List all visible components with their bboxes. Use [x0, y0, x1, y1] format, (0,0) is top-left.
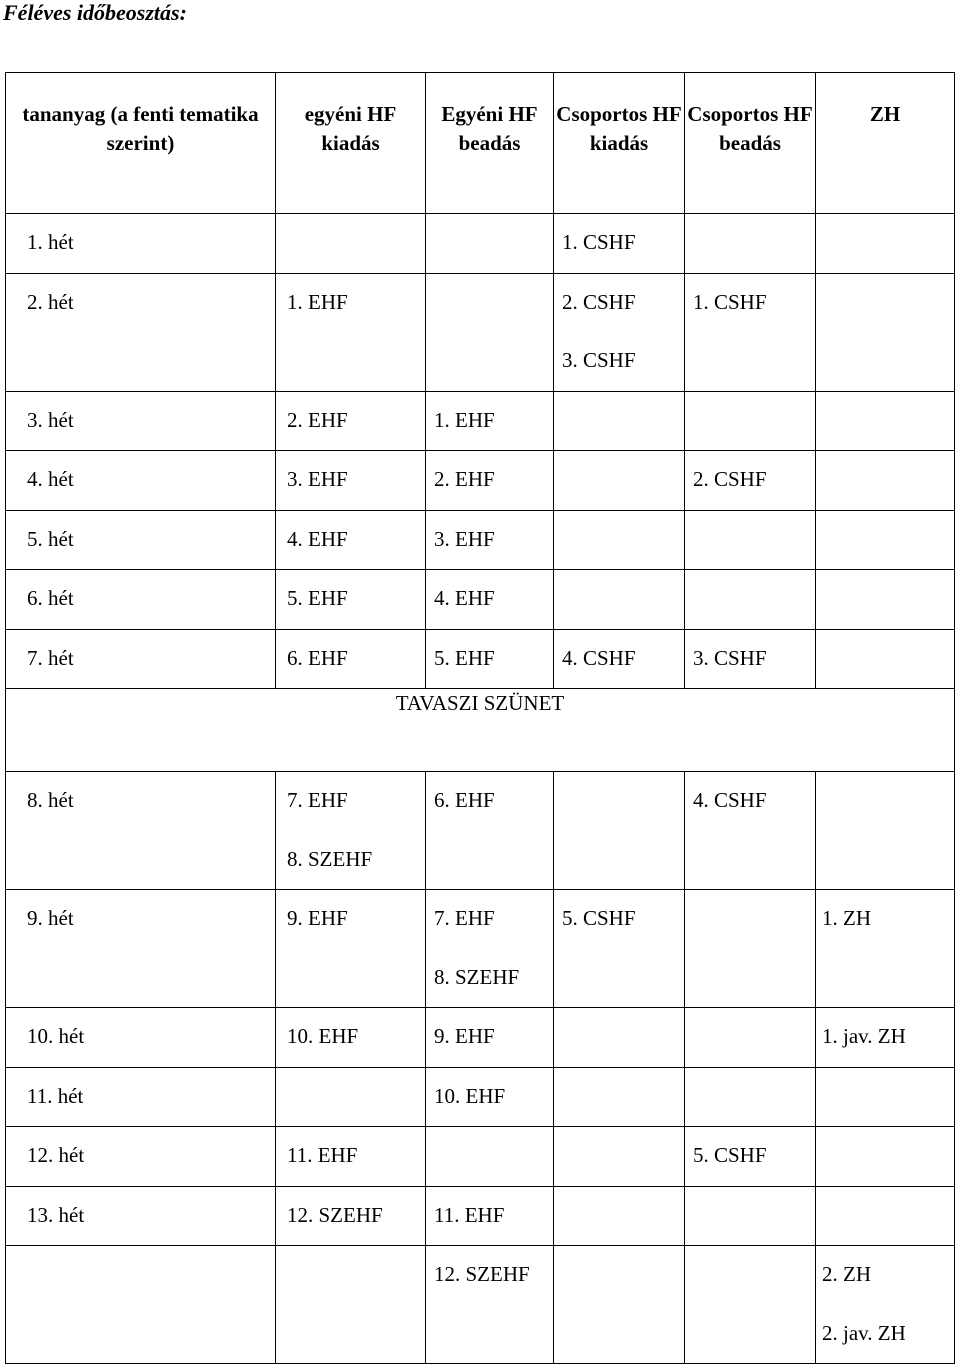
cell-zh [816, 214, 955, 274]
cell-text [6, 949, 275, 1008]
cell-text: 3. CSHF [562, 348, 636, 372]
cell-cshf-out [554, 570, 685, 630]
cell-text [685, 1305, 815, 1364]
cell-text: 11. EHF [434, 1202, 505, 1227]
cell-cshf-in [685, 451, 816, 511]
cell-cshf-out [554, 273, 685, 391]
cell-cshf-in [685, 890, 816, 1008]
cell-week [6, 1186, 276, 1246]
header-cell-ehf-out: egyéni HF kiadás [276, 73, 426, 214]
cell-week [6, 1008, 276, 1068]
cell-text [685, 1246, 815, 1305]
cell-text [276, 332, 425, 391]
cell-ehf-out [276, 629, 426, 689]
cell-cshf-out [554, 451, 685, 511]
cell-ehf-out [276, 451, 426, 511]
header-cell-ehf-in: Egyéni HF beadás [426, 73, 554, 214]
cell-cshf-out [554, 1186, 685, 1246]
cell-text: 5. hét [27, 526, 74, 551]
table-row [6, 772, 955, 890]
cell-text [554, 772, 684, 831]
cell-cshf-out [554, 1067, 685, 1127]
cell-text [816, 949, 954, 1008]
cell-ehf-out [276, 890, 426, 1008]
cell-ehf-in [426, 570, 554, 630]
cell-text: 1. ZH [822, 906, 871, 930]
cell-text [554, 1127, 684, 1186]
cell-text [816, 1068, 954, 1127]
cell-week [6, 1067, 276, 1127]
cell-ehf-out [276, 1246, 426, 1364]
cell-text: 2. jav. ZH [822, 1320, 906, 1345]
cell-ehf-in [426, 391, 554, 451]
cell-ehf-in [426, 1008, 554, 1068]
cell-cshf-in [685, 1186, 816, 1246]
cell-cshf-out [554, 1008, 685, 1068]
cell-ehf-out [276, 1008, 426, 1068]
cell-text [554, 1305, 684, 1364]
cell-text [816, 451, 954, 510]
cell-week [6, 1127, 276, 1187]
cell-cshf-out [554, 1127, 685, 1187]
cell-text: 6. hét [27, 586, 74, 610]
cell-text: 8. hét [27, 788, 74, 812]
cell-text: 7. EHF [434, 906, 495, 930]
cell-cshf-out [554, 890, 685, 1008]
cell-ehf-in [426, 1067, 554, 1127]
header-cell-topic: tananyag (a fenti tematika szerint) [6, 73, 276, 214]
cell-cshf-out [554, 629, 685, 689]
cell-zh [816, 1067, 955, 1127]
cell-text [426, 1127, 553, 1186]
cell-text: 10. EHF [434, 1083, 506, 1108]
cell-week [6, 570, 276, 630]
cell-text: 3. CSHF [693, 645, 767, 670]
cell-text [816, 630, 954, 689]
cell-zh [816, 1008, 955, 1068]
cell-text: 4. EHF [434, 586, 495, 610]
cell-week [6, 214, 276, 274]
cell-week [6, 772, 276, 890]
table-row [6, 1127, 955, 1187]
cell-week [6, 629, 276, 689]
cell-zh [816, 510, 955, 570]
cell-text [554, 392, 684, 451]
cell-text: 9. EHF [434, 1024, 495, 1048]
cell-text: 1. jav. ZH [822, 1024, 906, 1048]
cell-text [685, 949, 815, 1008]
cell-text [554, 1246, 684, 1305]
cell-zh [816, 1127, 955, 1187]
cell-week [6, 890, 276, 1008]
spring-break-row [6, 689, 955, 772]
table-row [6, 510, 955, 570]
cell-cshf-in [685, 1067, 816, 1127]
cell-week [6, 273, 276, 391]
cell-cshf-out [554, 391, 685, 451]
header-row [6, 73, 955, 214]
cell-cshf-in [685, 1127, 816, 1187]
cell-ehf-in [426, 1127, 554, 1187]
table-row [6, 451, 955, 511]
cell-text: 11. EHF [287, 1143, 358, 1167]
page-title: Féléves időbeosztás: [3, 0, 187, 25]
cell-text: 3. hét [27, 407, 74, 432]
cell-text: 2. EHF [287, 407, 348, 432]
header-cell-cshf-out: Csoportos HF kiadás [554, 73, 685, 214]
cell-zh [816, 772, 955, 890]
table-row [6, 391, 955, 451]
cell-text [6, 332, 275, 391]
cell-zh [816, 1246, 955, 1364]
cell-text [816, 570, 954, 629]
cell-text: 5. EHF [287, 586, 348, 610]
header-cell-zh: ZH [816, 73, 955, 214]
cell-text: 2. CSHF [693, 467, 767, 491]
cell-text [816, 392, 954, 451]
table-row [6, 1067, 955, 1127]
cell-text: 1. CSHF [693, 289, 767, 314]
cell-text [6, 831, 275, 890]
cell-cshf-in [685, 570, 816, 630]
cell-text: 6. EHF [434, 788, 495, 812]
cell-text: 6. EHF [287, 645, 348, 670]
cell-text: 12. hét [27, 1143, 85, 1167]
cell-week [6, 1246, 276, 1364]
cell-ehf-in [426, 772, 554, 890]
cell-text [816, 511, 954, 570]
cell-text [685, 332, 815, 391]
cell-zh [816, 391, 955, 451]
cell-ehf-out [276, 510, 426, 570]
cell-ehf-in [426, 629, 554, 689]
cell-ehf-out [276, 1127, 426, 1187]
cell-text [554, 1187, 684, 1246]
cell-text [816, 772, 954, 831]
cell-text [276, 1246, 425, 1305]
cell-text: 12. SZEHF [434, 1262, 530, 1286]
cell-text: 7. EHF [287, 788, 348, 812]
cell-text: 4. EHF [287, 526, 348, 551]
cell-text: 7. hét [27, 645, 74, 670]
cell-cshf-in [685, 273, 816, 391]
cell-text: 5. CSHF [693, 1143, 767, 1167]
cell-text [816, 214, 954, 273]
cell-week [6, 510, 276, 570]
cell-text [685, 1068, 815, 1127]
cell-text: 4. hét [27, 467, 74, 491]
cell-zh [816, 1186, 955, 1246]
cell-zh [816, 273, 955, 391]
cell-text: 10. hét [27, 1024, 85, 1048]
cell-ehf-in [426, 890, 554, 1008]
cell-text: 1. EHF [287, 289, 348, 314]
cell-ehf-out [276, 1186, 426, 1246]
cell-text: 5. CSHF [562, 906, 636, 930]
cell-zh [816, 451, 955, 511]
table-row [6, 1008, 955, 1068]
cell-text [816, 1127, 954, 1186]
cell-text [554, 949, 684, 1008]
cell-text [685, 1187, 815, 1246]
cell-text [426, 1305, 553, 1364]
cell-text: 5. EHF [434, 645, 495, 670]
cell-text [554, 1008, 684, 1067]
cell-text [426, 274, 553, 333]
cell-text [426, 332, 553, 391]
cell-cshf-in [685, 391, 816, 451]
cell-text: 13. hét [27, 1202, 85, 1227]
cell-ehf-in [426, 214, 554, 274]
table-row [6, 273, 955, 391]
table-row [6, 629, 955, 689]
table-row [6, 1246, 955, 1364]
cell-ehf-in [426, 1246, 554, 1364]
cell-text: 11. hét [27, 1083, 84, 1108]
cell-text: 10. EHF [287, 1024, 359, 1048]
cell-ehf-out [276, 1067, 426, 1127]
table-row [6, 1186, 955, 1246]
cell-week [6, 391, 276, 451]
cell-text: 4. CSHF [562, 645, 636, 670]
cell-text [816, 1187, 954, 1246]
cell-text [426, 831, 553, 890]
cell-text [685, 511, 815, 570]
spring-break-label: TAVASZI SZÜNET [6, 689, 955, 772]
cell-text [426, 214, 553, 273]
cell-week [6, 451, 276, 511]
cell-cshf-out [554, 510, 685, 570]
cell-ehf-out [276, 570, 426, 630]
cell-text: 2. CSHF [562, 289, 636, 314]
cell-text: 2. hét [27, 289, 74, 314]
cell-ehf-out [276, 214, 426, 274]
header-cell-cshf-in: Csoportos HF beadás [685, 73, 816, 214]
cell-cshf-out [554, 214, 685, 274]
cell-text: 1. hét [27, 230, 74, 254]
table-row [6, 214, 955, 274]
cell-text: 12. SZEHF [287, 1202, 383, 1227]
cell-text: 3. EHF [434, 526, 495, 551]
cell-text [685, 831, 815, 890]
cell-cshf-out [554, 1246, 685, 1364]
cell-text: 9. EHF [287, 906, 348, 930]
cell-text [685, 890, 815, 949]
cell-text [276, 214, 425, 273]
cell-text [276, 949, 425, 1008]
cell-cshf-in [685, 1246, 816, 1364]
cell-text [816, 274, 954, 333]
cell-text [554, 831, 684, 890]
cell-text [816, 831, 954, 890]
cell-text [6, 1305, 275, 1364]
cell-ehf-out [276, 273, 426, 391]
table-row [6, 890, 955, 1008]
table-row [6, 570, 955, 630]
cell-text [276, 1305, 425, 1364]
cell-text [554, 511, 684, 570]
cell-text [6, 1246, 275, 1305]
cell-text [554, 570, 684, 629]
cell-cshf-in [685, 772, 816, 890]
cell-text: 4. CSHF [693, 788, 767, 812]
cell-cshf-in [685, 214, 816, 274]
cell-text: 1. EHF [434, 407, 495, 432]
cell-cshf-out [554, 772, 685, 890]
cell-zh [816, 629, 955, 689]
cell-ehf-in [426, 273, 554, 391]
cell-text [554, 451, 684, 510]
cell-cshf-in [685, 1008, 816, 1068]
cell-text: 8. SZEHF [434, 964, 520, 989]
schedule-body [6, 214, 955, 1364]
cell-cshf-in [685, 510, 816, 570]
cell-text [685, 392, 815, 451]
cell-ehf-in [426, 1186, 554, 1246]
cell-ehf-out [276, 772, 426, 890]
cell-ehf-in [426, 510, 554, 570]
cell-text: 1. CSHF [562, 230, 636, 254]
cell-text [276, 1068, 425, 1127]
cell-text: 2. ZH [822, 1262, 871, 1286]
cell-text [685, 1008, 815, 1067]
cell-text: 9. hét [27, 906, 74, 930]
cell-text [685, 214, 815, 273]
cell-zh [816, 570, 955, 630]
cell-cshf-in [685, 629, 816, 689]
cell-ehf-out [276, 391, 426, 451]
cell-ehf-in [426, 451, 554, 511]
cell-text [816, 332, 954, 391]
cell-text [554, 1068, 684, 1127]
cell-zh [816, 890, 955, 1008]
schedule-table [5, 72, 955, 1364]
cell-text: 3. EHF [287, 467, 348, 491]
cell-text: 8. SZEHF [287, 846, 373, 871]
cell-text [685, 570, 815, 629]
cell-text: 2. EHF [434, 467, 495, 491]
